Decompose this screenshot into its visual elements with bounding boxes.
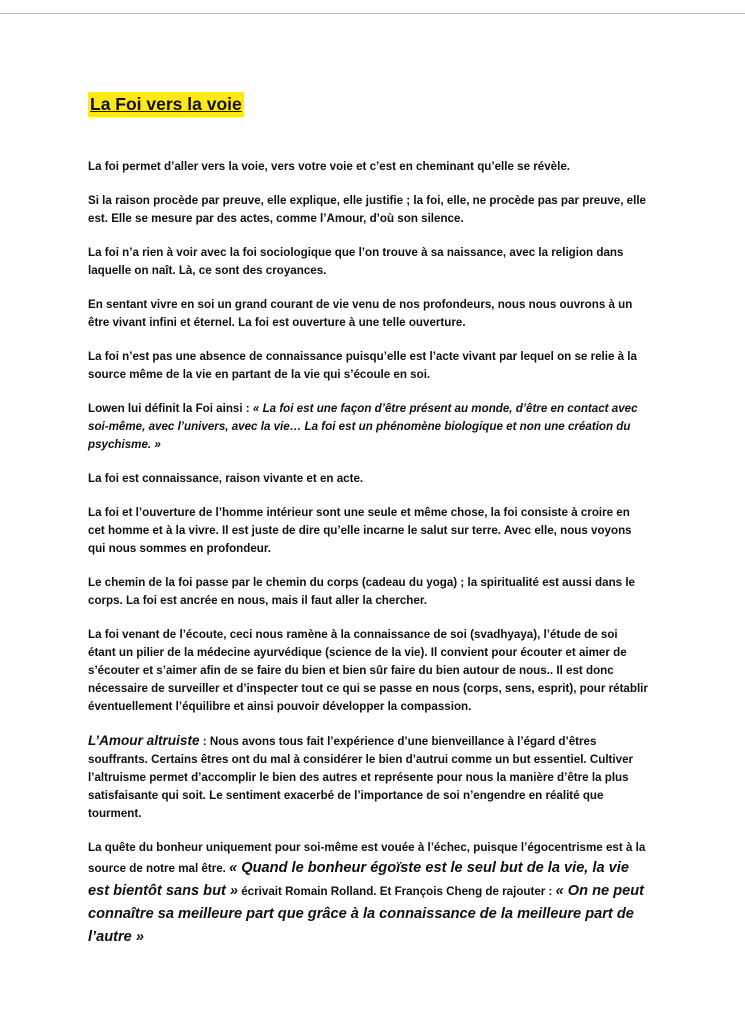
paragraph-3: La foi n’a rien à voir avec la foi sociologique que l’on trouve à sa naissance, avec la religion dans laquelle on naît. Là, ce sont des croyances. <box>88 246 624 277</box>
paragraph-7: La foi est connaissance, raison vivante et en acte. <box>88 472 364 485</box>
paragraph-1: La foi permet d’aller vers la voie, vers votre voie et c’est en cheminant qu’elle se révèle. <box>88 160 571 173</box>
paragraph-5: La foi n’est pas une absence de connaissance puisqu’elle est l’acte vivant par lequel on se relie à la source même de la vie en partant de la vie qui s’écoule en soi. <box>88 350 637 381</box>
lowen-intro: Lowen lui définit la Foi ainsi : <box>88 402 253 415</box>
rolland-quote: « Quand le bonheur égoïste est le seul but de la vie, la vie est bientôt sans but » <box>88 860 629 899</box>
paragraph-6 <box>88 400 648 454</box>
altruism-heading: L’Amour altruiste <box>88 733 200 748</box>
paragraph-2: Si la raison procède par preuve, elle explique, elle justifie ; la foi, elle, ne procède pas par preuve, elle est. Elle se mesure par des actes, comme l’Amour, d’où son silence. <box>88 194 646 225</box>
paragraph-12 <box>88 839 648 949</box>
paragraph-10: La foi venant de l’écoute, ceci nous ramène à la connaissance de soi (svadhyaya), l’étude de soi étant un pilier de la médecine ayurvédique (science de la vie). Il convient pour écouter et aimer de s’écouter et s’aimer afin de se faire du bien et bien sûr faire du bien autour de nous.. Il est donc nécessaire de surveiller et d’inspecter tout ce qui se passe en nous (corps, sens, esprit), pour rétablir éventuellement l’équilibre et ainsi pouvoir développer la compassion. <box>88 628 648 713</box>
paragraph-11 <box>88 732 648 823</box>
page-title: La Foi vers la voie <box>88 92 244 117</box>
lowen-quote: « La foi est une façon d’être présent au monde, d’être en contact avec soi-même, avec l’univers, avec la vie… La foi est un phénomène biologique et non une création du psychisme. » <box>88 402 638 451</box>
paragraph-9: Le chemin de la foi passe par le chemin du corps (cadeau du yoga) ; la spiritualité est aussi dans le corps. La foi est ancrée en nous, mais il faut aller la chercher. <box>88 576 636 607</box>
happiness-intro: La quête du bonheur uniquement pour soi-même est vouée à l’échec, puisque l’égocentrisme est à la source de notre mal être. <box>88 841 646 875</box>
paragraph-8: La foi et l’ouverture de l’homme intérieur sont une seule et même chose, la foi consiste à croire en cet homme et à la vivre. Il est juste de dire qu’elle incarne le salut sur terre. Avec elle, nous voyons qui nous sommes en profondeur. <box>88 506 632 555</box>
altruism-body: : Nous avons tous fait l’expérience d’une bienveillance à l’égard d’êtres souffrants. Certains êtres ont du mal à considérer le bien d’autrui comme un but essentiel. Cultiver l’altruisme permet d’accomplir le bien des autres et représente pour nous la manière d’être la plus satisfaisante qui soit. Le sentiment exacerbé de l’importance de soi n’engendre en réalité que tourment. <box>88 735 634 820</box>
paragraph-4: En sentant vivre en soi un grand courant de vie venu de nos profondeurs, nous nous ouvrons à un être vivant infini et éternel. La foi est ouverture à une telle ouverture. <box>88 298 633 329</box>
scan-edge-line <box>0 13 745 14</box>
document-page <box>88 92 648 965</box>
cheng-quote: « On ne peut connaître sa meilleure part que grâce à la connaissance de la meilleure part de l’autre » <box>88 883 645 945</box>
happiness-attribution: écrivait Romain Rolland. Et François Cheng de rajouter : <box>238 885 556 898</box>
